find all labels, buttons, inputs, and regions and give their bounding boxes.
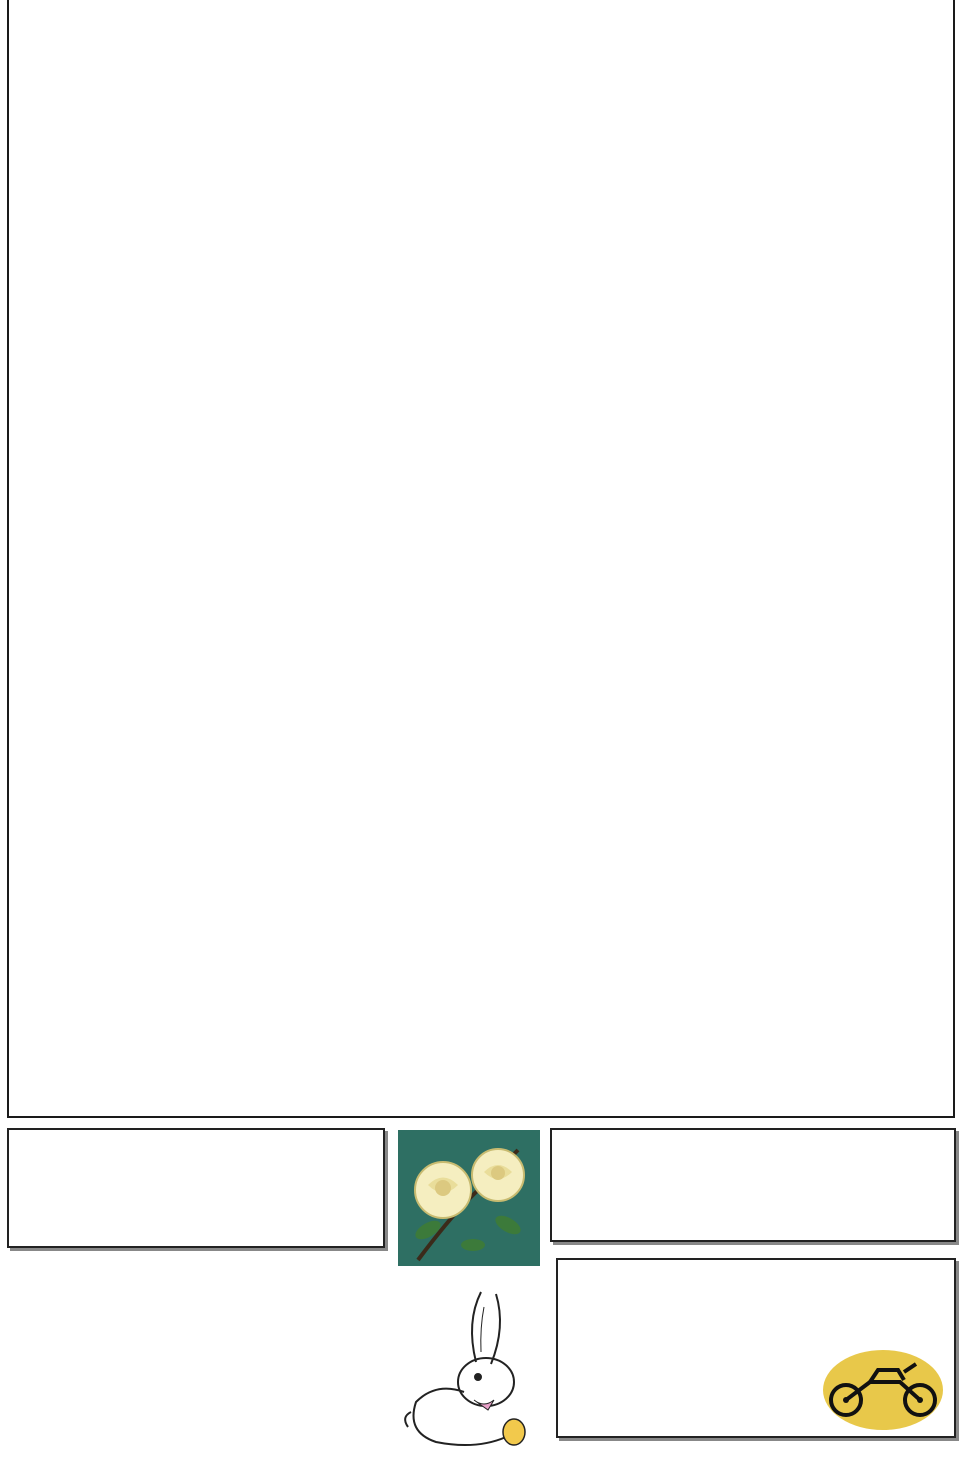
motorcycle-illustration xyxy=(820,1342,946,1432)
quote-box-calvin xyxy=(7,1128,385,1248)
quote-box-steinbeck xyxy=(550,1128,956,1242)
rabbit-illustration xyxy=(396,1282,546,1452)
roses-illustration xyxy=(398,1130,540,1266)
quote-box-chaplin xyxy=(6,1264,386,1454)
schedule-box xyxy=(7,0,955,1118)
quote-box-optiker xyxy=(556,1258,956,1438)
